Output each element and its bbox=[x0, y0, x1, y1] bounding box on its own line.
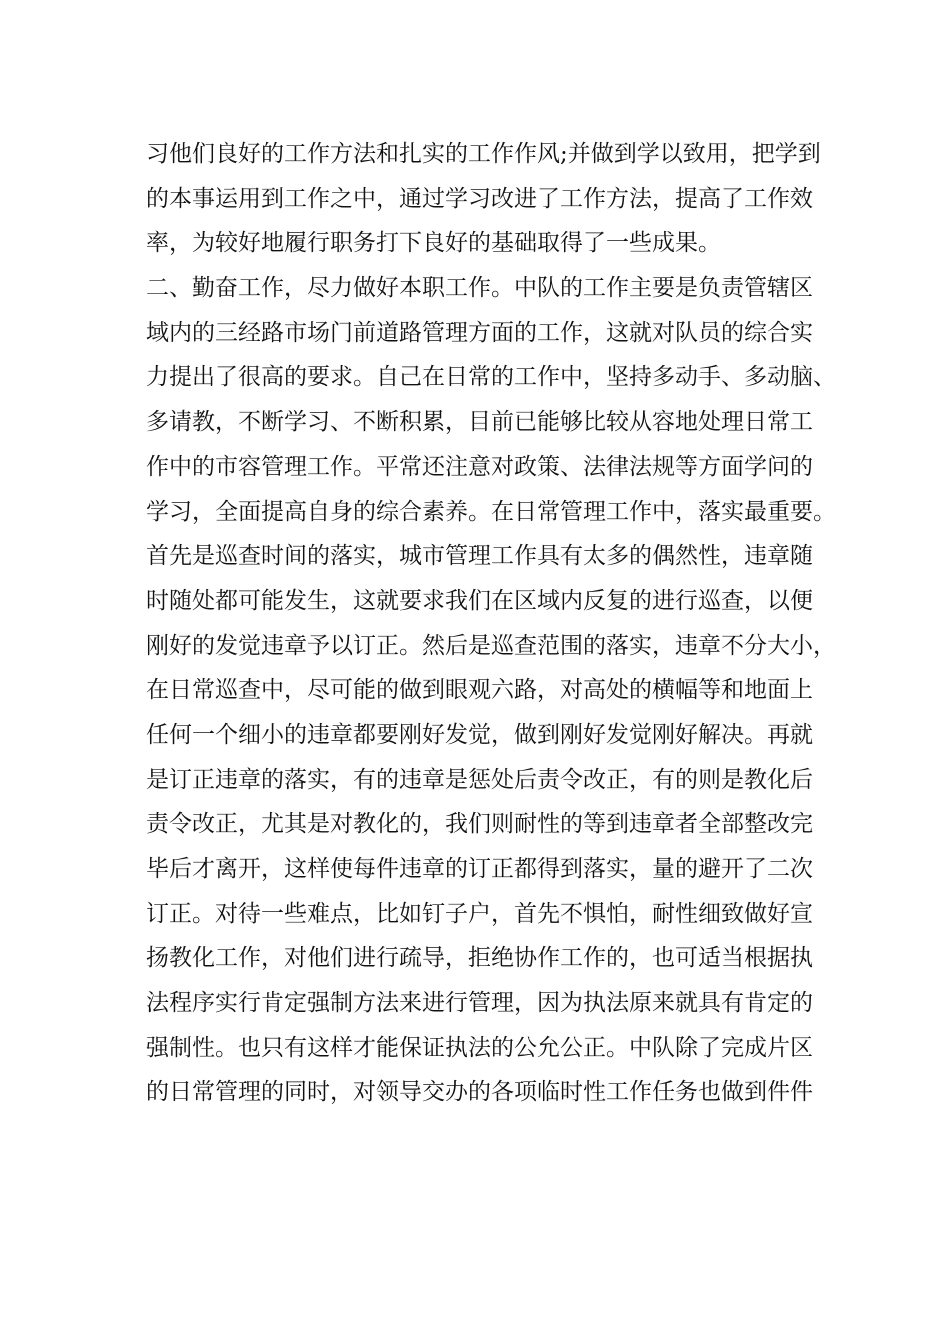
text-line-3: 率，为较好地履行职务打下良好的基础取得了一些成果。 bbox=[146, 230, 721, 257]
text-line-17: 毕后才离开，这样使每件违章的订正都得到落实，量的避开了二次 bbox=[146, 856, 813, 882]
text-line-8: 作中的市容管理工作。平常还注意对政策、法律法规等方面学问的 bbox=[146, 453, 813, 480]
text-line-19: 扬教化工作，对他们进行疏导，拒绝协作工作的，也可适当根据执 bbox=[146, 945, 813, 972]
text-line-10: 首先是巡查时间的落实，城市管理工作具有太多的偶然性，违章随 bbox=[146, 543, 813, 570]
text-line-14: 任何一个细小的违章都要刚好发觉，做到刚好发觉刚好解决。再就 bbox=[146, 721, 813, 748]
text-line-15: 是订正违章的落实，有的违章是惩处后责令改正，有的则是教化后 bbox=[146, 766, 813, 793]
text-line-4: 二、勤奋工作，尽力做好本职工作。中队的工作主要是负责管辖区 bbox=[146, 275, 813, 302]
text-line-22: 的日常管理的同时，对领导交办的各项临时性工作任务也做到件件 bbox=[146, 1079, 813, 1106]
body-text bbox=[146, 132, 836, 1115]
text-line-11: 时随处都可能发生，这就要求我们在区域内反复的进行巡查，以便 bbox=[146, 587, 813, 614]
text-line-7: 多请教，不断学习、不断积累，目前已能够比较从容地处理日常工 bbox=[146, 409, 813, 436]
text-line-1: 习他们良好的工作方法和扎实的工作作风;并做到学以致用，把学到 bbox=[146, 141, 821, 167]
text-line-9: 学习，全面提高自身的综合素养。在日常管理工作中，落实最重要。 bbox=[146, 498, 836, 525]
text-line-20: 法程序实行肯定强制方法来进行管理，因为执法原来就具有肯定的 bbox=[146, 990, 813, 1017]
text-line-13: 在日常巡查中，尽可能的做到眼观六路，对高处的横幅等和地面上 bbox=[146, 677, 813, 704]
text-line-18: 订正。对待一些难点，比如钉子户，首先不惧怕，耐性细致做好宣 bbox=[146, 900, 813, 927]
text-line-16: 责令改正，尤其是对教化的，我们则耐性的等到违章者全部整改完 bbox=[146, 811, 813, 838]
text-line-2: 的本事运用到工作之中，通过学习改进了工作方法，提高了工作效 bbox=[146, 185, 813, 212]
text-line-21: 强制性。也只有这样才能保证执法的公允公正。中队除了完成片区 bbox=[146, 1034, 813, 1061]
text-line-12: 刚好的发觉违章予以订正。然后是巡查范围的落实，违章不分大小， bbox=[146, 632, 836, 659]
text-line-5: 域内的三经路市场门前道路管理方面的工作，这就对队员的综合实 bbox=[146, 319, 813, 346]
text-line-6: 力提出了很高的要求。自己在日常的工作中，坚持多动手、多动脑、 bbox=[146, 364, 836, 391]
